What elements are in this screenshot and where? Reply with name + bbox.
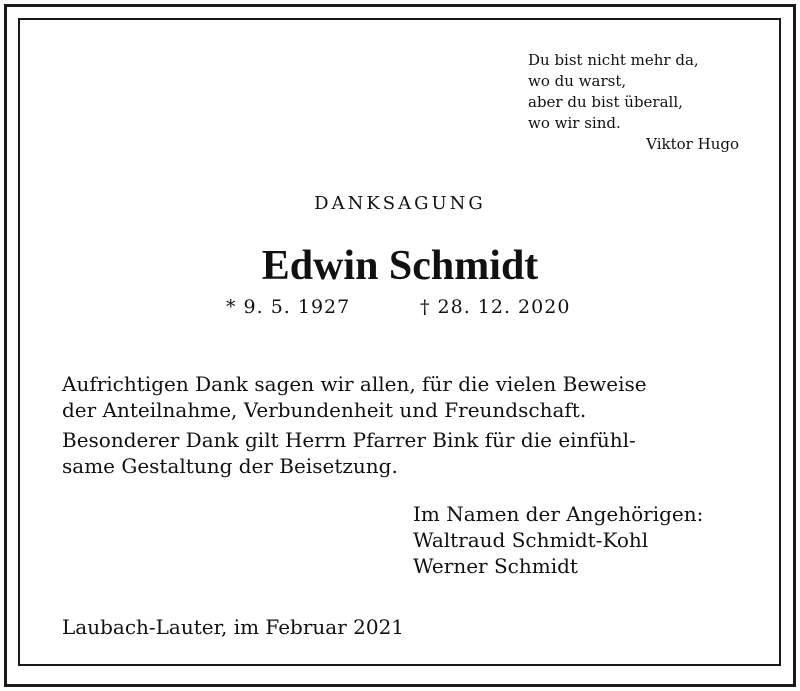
signature-intro: Im Namen der Angehörigen: bbox=[413, 502, 704, 526]
quote-line: aber du bist überall, bbox=[528, 93, 683, 111]
signature-block bbox=[413, 501, 753, 579]
signature-name: Waltraud Schmidt-Kohl bbox=[413, 528, 649, 552]
quote-block bbox=[528, 50, 743, 155]
quote-author: Viktor Hugo bbox=[646, 135, 739, 153]
paragraph-line: Aufrichtigen Dank sagen wir allen, für die vielen Beweise bbox=[62, 372, 647, 396]
death-date: † 28. 12. 2020 bbox=[420, 296, 571, 318]
paragraph-line: der Anteilnahme, Verbundenheit und Freundschaft. bbox=[62, 398, 587, 422]
quote-line: wo wir sind. bbox=[528, 114, 621, 132]
special-thanks-paragraph bbox=[62, 427, 752, 479]
birth-date: * 9. 5. 1927 bbox=[226, 296, 351, 318]
deceased-name: Edwin Schmidt bbox=[261, 243, 539, 289]
thanks-paragraph bbox=[62, 371, 752, 423]
paragraph-line: Besonderer Dank gilt Herrn Pfarrer Bink für die einfühl- bbox=[62, 428, 636, 452]
place-date: Laubach-Lauter, im Februar 2021 bbox=[62, 615, 405, 639]
signature-name: Werner Schmidt bbox=[413, 554, 578, 578]
notice-heading: DANKSAGUNG bbox=[314, 193, 486, 214]
quote-line: Du bist nicht mehr da, bbox=[528, 51, 699, 69]
paragraph-line: same Gestaltung der Beisetzung. bbox=[62, 454, 398, 478]
quote-line: wo du warst, bbox=[528, 72, 627, 90]
